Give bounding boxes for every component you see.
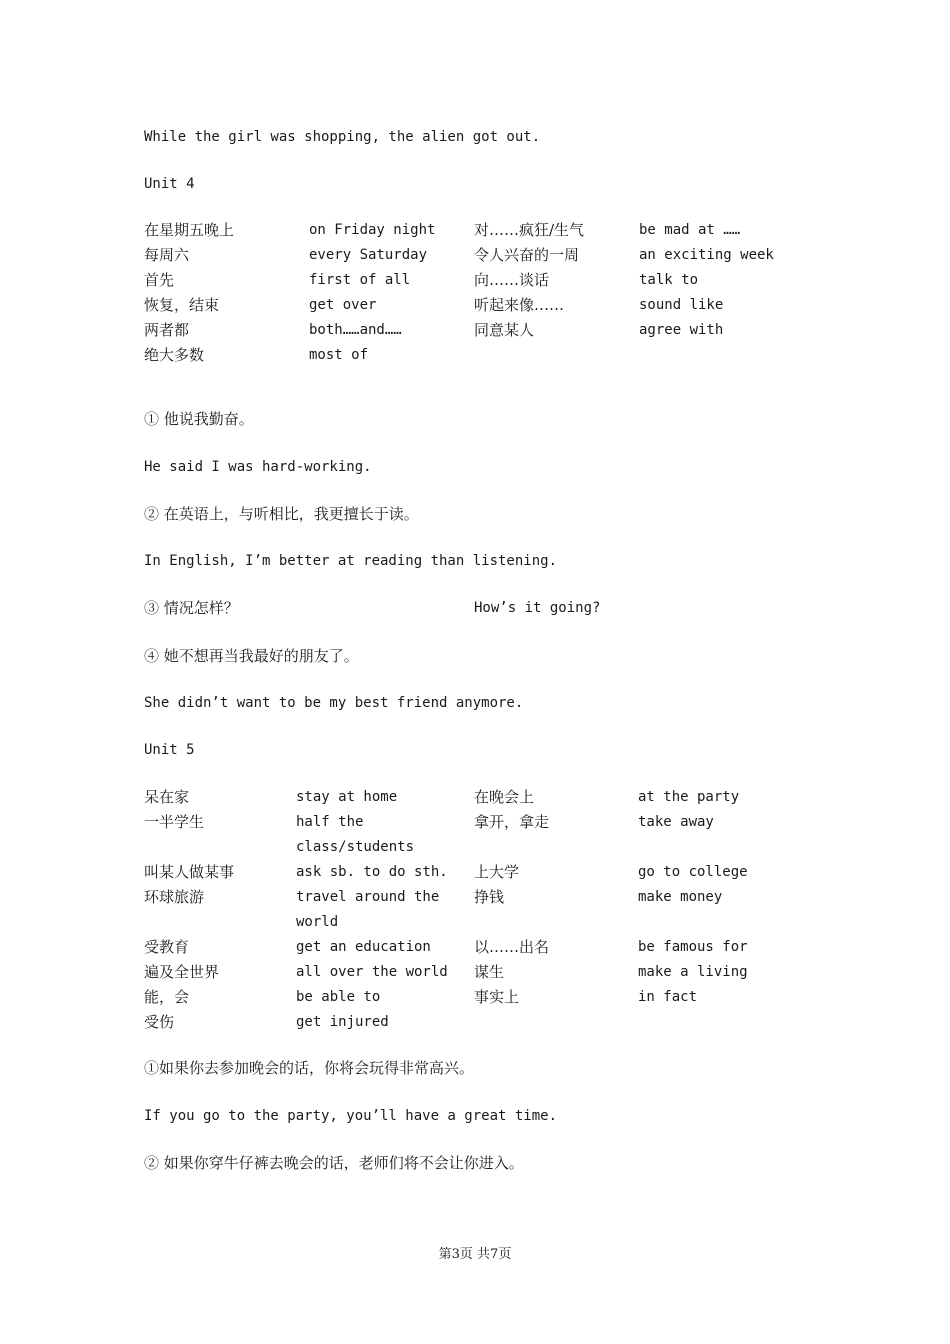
vocab-row — [144, 343, 844, 368]
unit4-vocab-table — [144, 218, 844, 368]
vocab-zh: 能，会 — [144, 988, 190, 1006]
vocab-en: get injured — [296, 1014, 389, 1030]
vocab-zh: 拿开，拿走 — [474, 813, 550, 831]
vocab-zh: 以……出名 — [474, 938, 550, 956]
vocab-en: take away — [638, 814, 714, 830]
vocab-row — [144, 1010, 844, 1035]
vocab-en: be able to — [296, 989, 381, 1005]
vocab-zh: 上大学 — [474, 863, 520, 881]
vocab-zh: 对……疯狂/生气 — [474, 221, 585, 239]
vocab-en: first of all — [309, 272, 411, 288]
vocab-row — [144, 885, 844, 935]
vocab-zh: 恢复，结束 — [144, 296, 220, 314]
vocab-zh: 受教育 — [144, 938, 190, 956]
vocab-row — [144, 785, 844, 810]
vocab-en: half the class/students — [296, 814, 415, 855]
vocab-zh: 每周六 — [144, 246, 190, 264]
intro-sentence: While the girl was shopping, the alien got out. — [144, 129, 541, 145]
vocab-en: both……and…… — [309, 322, 402, 338]
unit5-sentence-2-zh: ② 如果你穿牛仔裤去晚会的话，老师们将不会让你进入。 — [144, 1154, 524, 1172]
vocab-en: agree with — [639, 322, 724, 338]
vocab-en: be famous for — [638, 939, 748, 955]
vocab-en: most of — [309, 347, 369, 363]
vocab-zh: 遍及全世界 — [144, 963, 220, 981]
unit4-sentence-3-en: How’s it going? — [474, 600, 601, 616]
vocab-row — [144, 293, 844, 318]
vocab-en: ask sb. to do sth. — [296, 864, 448, 880]
vocab-en: talk to — [639, 272, 699, 288]
vocab-zh: 环球旅游 — [144, 888, 205, 906]
vocab-zh: 受伤 — [144, 1013, 175, 1031]
vocab-en: an exciting week — [639, 247, 774, 263]
vocab-row — [144, 985, 844, 1010]
vocab-en: in fact — [638, 989, 698, 1005]
vocab-row — [144, 218, 844, 243]
vocab-zh: 一半学生 — [144, 813, 205, 831]
unit4-sentence-2-zh: ② 在英语上，与听相比，我更擅长于读。 — [144, 505, 419, 523]
vocab-en: make a living — [638, 964, 748, 980]
vocab-en: get over — [309, 297, 377, 313]
vocab-zh: 叫某人做某事 — [144, 863, 235, 881]
unit5-sentence-1-zh: ①如果你去参加晚会的话，你将会玩得非常高兴。 — [144, 1059, 475, 1077]
vocab-zh: 在晚会上 — [474, 788, 535, 806]
unit5-vocab-table — [144, 785, 844, 1035]
vocab-en: go to college — [638, 864, 748, 880]
vocab-row — [144, 935, 844, 960]
vocab-zh: 向……谈话 — [474, 271, 550, 289]
vocab-row — [144, 860, 844, 885]
vocab-en: on Friday night — [309, 222, 436, 238]
vocab-en: every Saturday — [309, 247, 428, 263]
unit4-sentence-3-zh: ③ 情况怎样？ — [144, 599, 239, 617]
vocab-row — [144, 268, 844, 293]
unit4-sentence-2-en: In English, I’m better at reading than listening. — [144, 553, 558, 569]
unit4-sentence-4-en: She didn’t want to be my best friend anymore. — [144, 695, 524, 711]
unit4-title: Unit 4 — [144, 176, 195, 192]
unit4-sentence-4-zh: ④ 她不想再当我最好的朋友了。 — [144, 647, 359, 665]
vocab-row — [144, 243, 844, 268]
vocab-en: make money — [638, 889, 723, 905]
unit5-title: Unit 5 — [144, 742, 195, 758]
vocab-zh: 谋生 — [474, 963, 505, 981]
vocab-zh: 两者都 — [144, 321, 190, 339]
vocab-zh: 事实上 — [474, 988, 520, 1006]
vocab-en: at the party — [638, 789, 740, 805]
unit5-sentence-1-en: If you go to the party, you’ll have a great time. — [144, 1108, 558, 1124]
vocab-zh: 首先 — [144, 271, 175, 289]
vocab-row — [144, 810, 844, 860]
vocab-zh: 听起来像…… — [474, 296, 565, 314]
vocab-en: get an education — [296, 939, 431, 955]
vocab-en: travel around the world — [296, 889, 440, 930]
unit4-sentence-1-zh: ① 他说我勤奋。 — [144, 410, 254, 428]
vocab-zh: 呆在家 — [144, 788, 190, 806]
vocab-zh: 绝大多数 — [144, 346, 205, 364]
vocab-en: be mad at …… — [639, 222, 741, 238]
vocab-zh: 令人兴奋的一周 — [474, 246, 580, 264]
vocab-en: all over the world — [296, 964, 448, 980]
vocab-en: stay at home — [296, 789, 398, 805]
vocab-zh: 同意某人 — [474, 321, 535, 339]
vocab-zh: 挣钱 — [474, 888, 505, 906]
unit4-sentence-1-en: He said I was hard-working. — [144, 459, 372, 475]
page-footer: 第3页 共7页 — [438, 1247, 512, 1262]
vocab-row — [144, 960, 844, 985]
vocab-row — [144, 318, 844, 343]
vocab-zh: 在星期五晚上 — [144, 221, 235, 239]
vocab-en: sound like — [639, 297, 724, 313]
